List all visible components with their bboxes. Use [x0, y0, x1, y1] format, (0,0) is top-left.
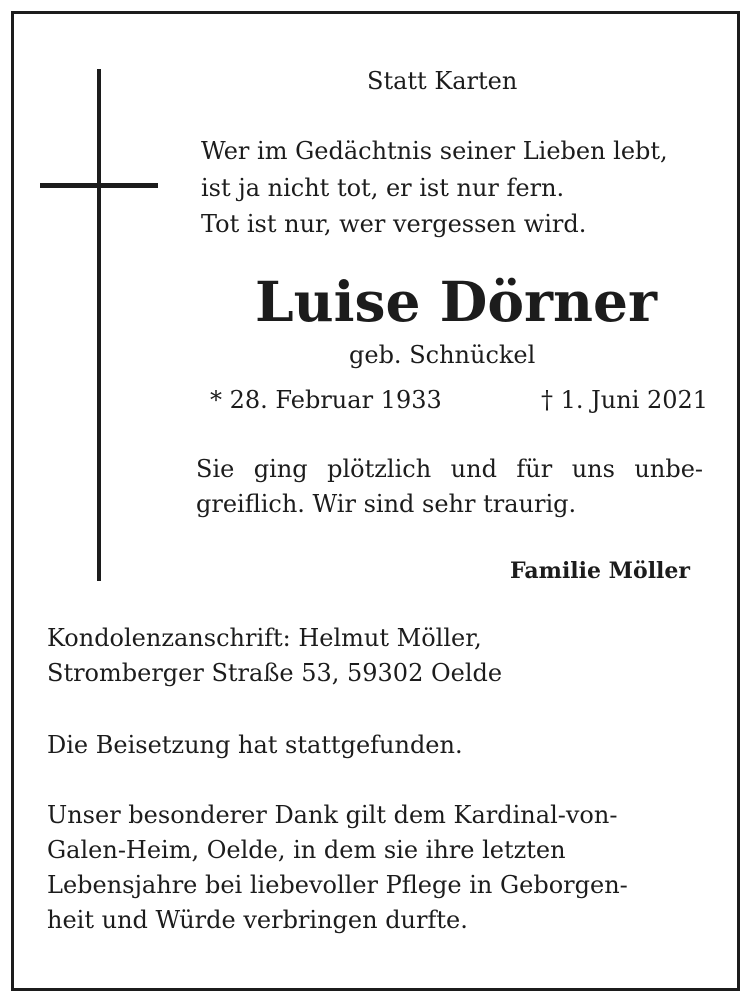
thanks-line: Unser besonderer Dank gilt dem Kardinal-von-	[47, 801, 618, 829]
mourning-message	[196, 452, 703, 522]
address-line: Stromberger Straße 53, 59302 Oelde	[47, 659, 503, 687]
deceased-name: Luise Dörner	[255, 269, 657, 334]
poem-line: Wer im Gedächtnis seiner Lieben lebt,	[201, 137, 668, 165]
message-line: greiflich. Wir sind sehr traurig.	[196, 490, 577, 518]
cross-icon	[97, 69, 101, 581]
thanks-line: heit und Würde verbringen durfte.	[47, 906, 468, 934]
maiden-name: geb. Schnückel	[349, 341, 536, 369]
poem	[201, 133, 668, 243]
birth-date: * 28. Februar 1933	[210, 386, 442, 414]
burial-note: Die Beisetzung hat stattgefunden.	[47, 731, 463, 759]
signature: Familie Möller	[510, 558, 691, 584]
death-date: † 1. Juni 2021	[541, 386, 709, 414]
thanks-note	[47, 798, 628, 938]
condolence-address	[47, 621, 502, 691]
thanks-line: Galen-Heim, Oelde, in dem sie ihre letzten	[47, 836, 566, 864]
address-line: Kondolenzanschrift: Helmut Möller,	[47, 624, 482, 652]
thanks-line: Lebensjahre bei liebevoller Pflege in Geborgen-	[47, 871, 628, 899]
cross-icon-bar	[40, 183, 158, 188]
message-line: Sie ging plötzlich und für uns unbe-	[196, 455, 703, 483]
poem-line: Tot ist nur, wer vergessen wird.	[201, 210, 587, 238]
notice-header: Statt Karten	[367, 67, 518, 95]
poem-line: ist ja nicht tot, er ist nur fern.	[201, 173, 565, 202]
